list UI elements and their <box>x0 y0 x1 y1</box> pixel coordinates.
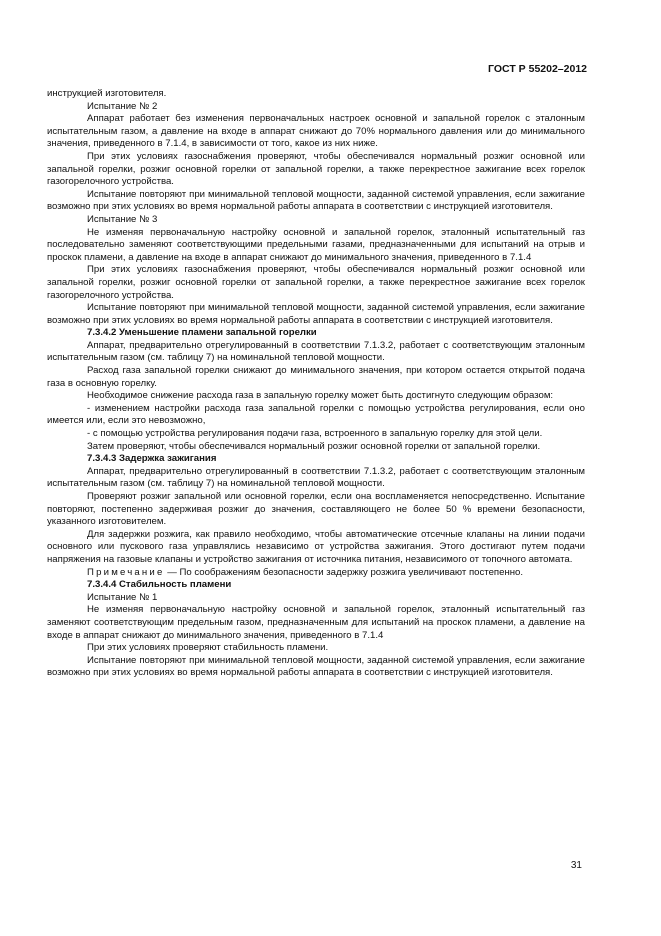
body-paragraph: Аппарат, предварительно отрегулированный в соответствии 7.1.3.2, работает с соответствующим эталонным испытательным газом (см. таблицу 7) на номинальной тепловой мощности. <box>47 465 585 490</box>
body-paragraph: Не изменяя первоначальную настройку основной и запальной горелок, эталонный испытательный газ заменяют соответствующим предельным газом, предназначенным для испытаний на проскок пламени, а давление на входе в аппарат снижают до минимального значения, приведенного в 7.1.4 <box>47 604 585 641</box>
body-paragraph: Не изменяя первоначальную настройку основной и запальной горелок, эталонный испытательный газ последовательно заменяют соответствующими предельными газами, предназначенными для испытаний на отрыв и проскок пламени, а давление на входе в аппарат снижают до минимального значения, приведенного в 7.1.4 <box>47 226 585 263</box>
document-header: ГОСТ Р 55202–2012 <box>488 63 587 75</box>
body-paragraph: При этих условиях газоснабжения проверяют, чтобы обеспечивался нормальный розжиг основной или запальной горелки, розжиг основной горелки от запальной горелки, а также перекрестное зажигание всех горелок газогорелочного устройства. <box>47 264 585 301</box>
body-paragraph: Для задержки розжига, как правило необходимо, чтобы автоматические отсечные клапаны на линии подачи основного или пускового газа управлялись независимо от устройства зажигания. Этого достигают путем подачи напряжения на газовые клапаны и устройство зажигания от источника питания, независимого от топочного автомата. <box>47 528 585 565</box>
body-paragraph: Проверяют розжиг запальной или основной горелки, если она воспламеняется непосредственно. Испытание повторяют, постепенно задерживая розжиг до значения, составляющего не более 50 % времени безопасности, указанного изготовителем. <box>47 491 585 528</box>
body-paragraph: Аппарат, предварительно отрегулированный в соответствии 7.1.3.2, работает с соответствующим эталонным испытательным газом (см. таблицу 7) на номинальной тепловой мощности. <box>47 339 585 364</box>
body-paragraph: Испытание повторяют при минимальной тепловой мощности, заданной системой управления, если зажигание возможно при этих условиях во время нормальной работы аппарата в соответствии с инструкцией изготовителя. <box>47 302 585 326</box>
note-label: Примечание <box>87 566 165 578</box>
body-paragraph: При этих условиях проверяют стабильность пламени. <box>87 642 329 654</box>
body-paragraph: При этих условиях газоснабжения проверяют, чтобы обеспечивался нормальный розжиг основной или запальной горелки, розжиг основной горелки от запальной горелки, а также перекрестное зажигание всех горелок газогорелочного устройства. <box>47 150 585 188</box>
note-paragraph <box>47 567 585 580</box>
body-paragraph: Необходимое снижение расхода газа в запальную горелку может быть достигнуто следующим образом: <box>87 390 554 402</box>
section-heading: 7.3.4.3 Задержка зажигания <box>87 453 217 465</box>
section-heading: 7.3.4.4 Стабильность пламени <box>87 579 232 591</box>
section-heading: 7.3.4.2 Уменьшение пламени запальной горелки <box>87 327 317 339</box>
test-label: Испытание № 2 <box>87 100 158 112</box>
body-paragraph: Затем проверяют, чтобы обеспечивался нормальный розжиг основной горелки от запальной горелки. <box>87 440 541 452</box>
body-paragraph: инструкцией изготовителя. <box>47 88 167 99</box>
test-label: Испытание № 3 <box>87 213 158 225</box>
page-number: 31 <box>570 860 582 871</box>
note-text: — По соображениям безопасности задержку розжига увеличивают постепенно. <box>164 566 524 578</box>
body-paragraph: Испытание повторяют при минимальной тепловой мощности, заданной системой управления, если зажигание возможно при этих условиях во время нормальной работы аппарата в соответствии с инструкцией изготовителя. <box>47 654 585 679</box>
body-paragraph: - с помощью устройства регулирования подачи газа, встроенного в запальную горелку для этой цели. <box>87 428 543 440</box>
document-body <box>47 88 585 680</box>
body-paragraph: Аппарат работает без изменения первоначальных настроек основной и запальной горелок с эталонным испытательным газом, а давление на входе в аппарат снижают до 70% нормального давления или до минимального значения, приведенного в 7.1.4, в зависимости от того, какое из них ниже. <box>47 113 585 150</box>
body-paragraph: Испытание повторяют при минимальной тепловой мощности, заданной системой управления, если зажигание возможно при этих условиях во время нормальной работы аппарата в соответствии с инструкцией изготовителя. <box>47 188 585 213</box>
test-label: Испытание № 1 <box>87 591 158 603</box>
body-paragraph: Расход газа запальной горелки снижают до минимального значения, при котором остается открытой подача газа в основную горелку. <box>47 365 585 389</box>
body-paragraph: - изменением настройки расхода газа запальной горелки с помощью устройства регулирования, если оно имеется или, если это невозможно, <box>47 402 585 427</box>
